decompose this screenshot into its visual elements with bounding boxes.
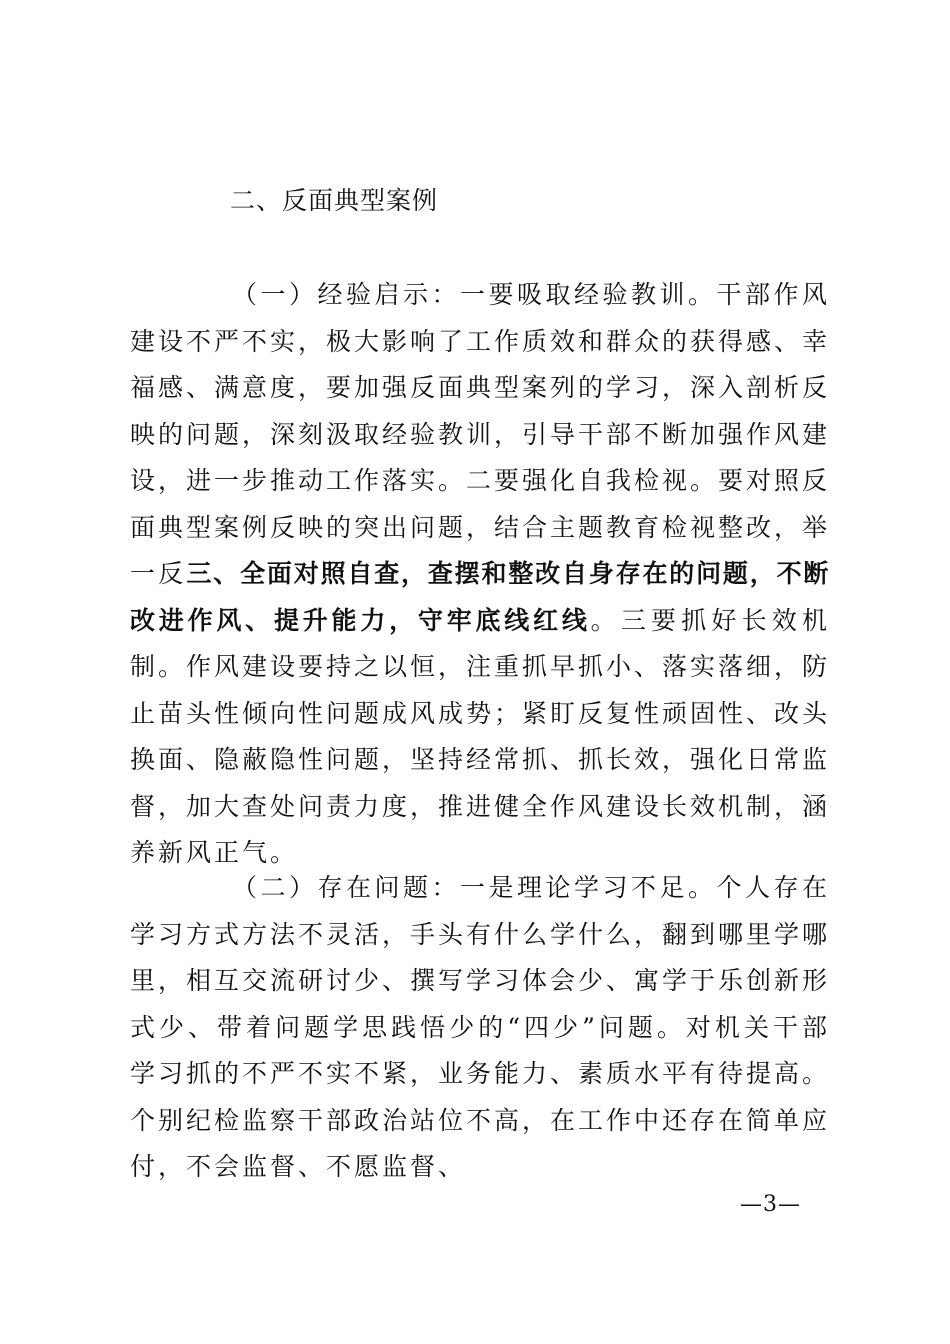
paragraph-text-start: （一）经验启示：一要吸取经验教训。干部作风建设不严不实，极大影响了工作质效和群众的获得感、幸福感、满意度，要加强反面典型案列的学习，深入剖析反映的问题，深刻汲取经验教训，引导干部不断加强作风建设，进一步推动工作落实。二要强化自我检视。要对照反面典型案例反映的突出问题，结合主题教育检视整改，举一反 [130,280,831,588]
paragraph-problems: （二）存在问题：一是理论学习不足。个人存在学习方式方法不灵活，手头有什么学什么，翻到哪里学哪里，相互交流研讨少、撰写学习体会少、寓学于乐创新形式少、带着问题学思践悟少的“四少”问题。对机关干部学习抓的不严不实不紧，业务能力、素质水平有待提高。个别纪检监察干部政治站位不高，在工作中还存在简单应付，不会监督、不愿监督、 [130,873,831,1181]
section-heading: 二、反面典型案例 [230,186,439,215]
paragraph-text-end: 。三要抓好长效机制。作风建设要持之以恒，注重抓早抓小、落实落细，防止苗头性倾向性问题成风成势；紧盯反复性顽固性、改头换面、隐蔽隐性问题，坚持经常抓、抓长效，强化日常监督，加大查处问责力度，推进健全作风建设长效机制，涵养新风正气。 [130,605,831,867]
bold-emphasis-text: 三、全面对照自查，查摆和整改自身存在的问题，不断改进作风、提升能力，守牢底线红线 [130,559,830,635]
paragraph-experience [130,272,830,877]
page-number: —3— [740,1192,801,1217]
